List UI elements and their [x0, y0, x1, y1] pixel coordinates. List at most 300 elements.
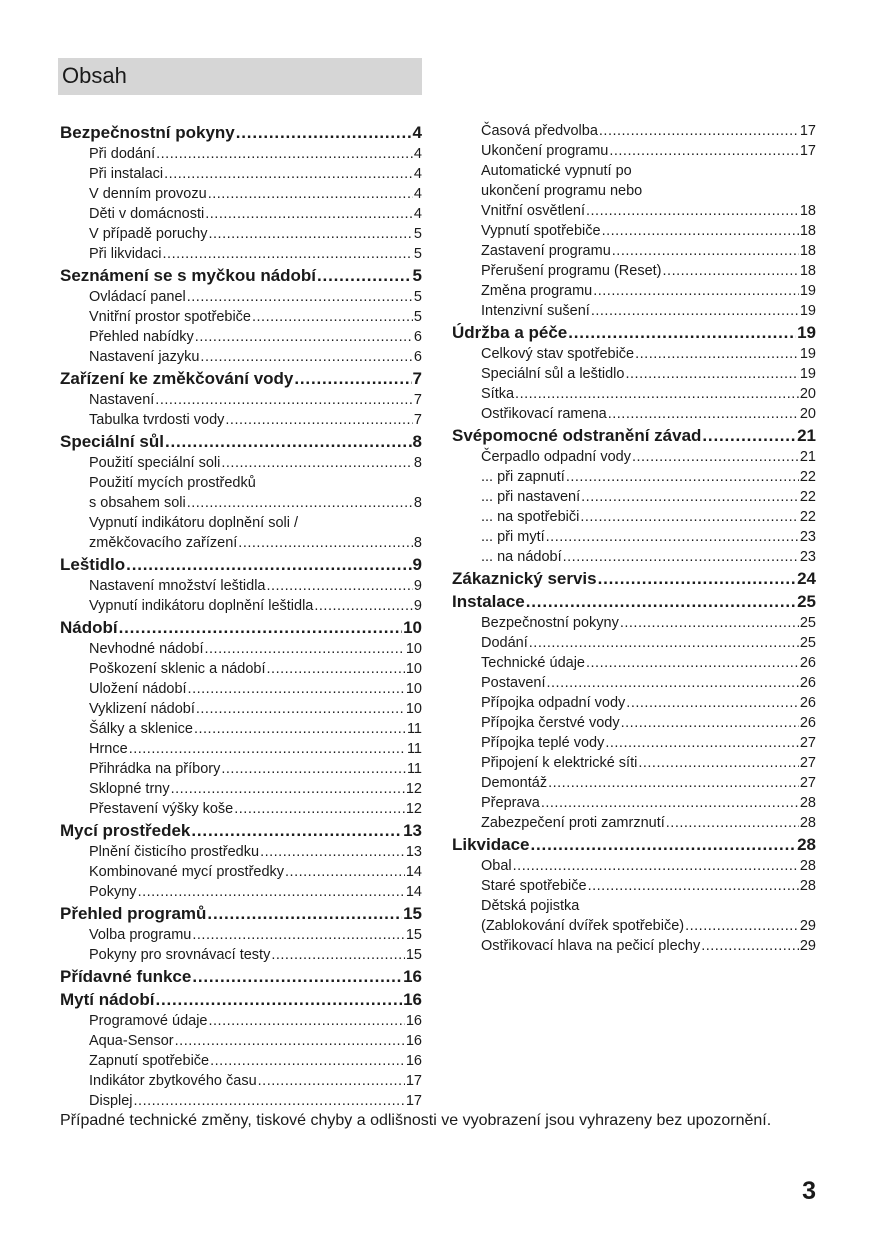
toc-entry-label: Ostřikovací ramena	[481, 406, 607, 422]
toc-page-number: 16	[403, 967, 422, 986]
toc-leader-dots	[285, 862, 405, 882]
toc-page-number: 4	[413, 146, 422, 162]
toc-leader-dots	[267, 659, 405, 679]
toc-entry-label: Seznámení se s myčkou nádobí	[60, 266, 317, 285]
toc-entry-label: Nastavení	[89, 392, 155, 408]
toc-entry-label: Ostřikovací hlava na pečicí plechy	[481, 938, 701, 954]
toc-page-number: 18	[799, 203, 816, 219]
toc-page-number: 22	[799, 509, 816, 525]
toc-page-number: 16	[403, 990, 422, 1009]
toc-subentry	[452, 916, 816, 936]
toc-subentry	[452, 507, 816, 527]
toc-page-number: 10	[405, 661, 422, 677]
toc-leader-dots	[685, 916, 799, 936]
toc-leader-dots	[588, 876, 799, 896]
toc-leader-dots	[515, 384, 799, 404]
toc-leader-dots	[581, 487, 799, 507]
toc-subentry	[452, 201, 816, 221]
toc-subentry	[452, 344, 816, 364]
toc-entry-label: Staré spotřebiče	[481, 878, 587, 894]
toc-leader-dots	[586, 201, 799, 221]
page-title: Obsah	[62, 63, 127, 88]
toc-subentry	[60, 1031, 422, 1051]
toc-leader-dots	[171, 779, 405, 799]
toc-entry-label: (Zablokování dvířek spotřebiče)	[481, 918, 685, 934]
toc-page-number: 13	[403, 821, 422, 840]
toc-page-number: 17	[405, 1073, 422, 1089]
toc-leader-dots	[701, 936, 799, 956]
toc-leader-dots	[200, 347, 413, 367]
toc-entry-label: Bezpečnostní pokyny	[481, 615, 619, 631]
toc-entry-label: Při dodání	[89, 146, 156, 162]
toc-subentry	[452, 141, 816, 161]
toc-subentry	[452, 301, 816, 321]
toc-subentry	[60, 533, 422, 553]
toc-leader-dots	[526, 591, 796, 613]
toc-entry-label: Nevhodné nádobí	[89, 641, 204, 657]
toc-leader-dots	[593, 281, 799, 301]
toc-entry-label: Aqua-Sensor	[89, 1033, 174, 1049]
toc-leader-dots	[188, 679, 405, 699]
toc-entry-label: Technické údaje	[481, 655, 585, 671]
toc-page-number: 23	[799, 549, 816, 565]
toc-subentry	[60, 925, 422, 945]
toc-page-number: 7	[412, 369, 422, 388]
toc-subentry	[60, 1011, 422, 1031]
toc-subentry	[452, 653, 816, 673]
toc-leader-dots	[580, 507, 799, 527]
toc-chapter-entry	[60, 989, 422, 1011]
footer-note: Případné technické změny, tiskové chyby a odlišnosti ve vyobrazení jsou vyhrazeny bez upozornění.	[60, 1112, 772, 1129]
toc-leader-dots	[605, 733, 799, 753]
toc-leader-dots	[207, 903, 402, 925]
toc-entry-label: Vyklizení nádobí	[89, 701, 195, 717]
toc-entry-label: Automatické vypnutí po	[481, 163, 632, 179]
toc-leader-dots	[529, 633, 799, 653]
toc-entry-label: Čerpadlo odpadní vody	[481, 449, 631, 465]
toc-page-number: 17	[405, 1093, 422, 1109]
toc-page-number: 22	[799, 489, 816, 505]
toc-subentry	[60, 144, 422, 164]
toc-subentry	[452, 181, 816, 201]
toc-page-number: 10	[405, 681, 422, 697]
toc-entry-label: Instalace	[452, 592, 525, 611]
toc-leader-dots	[625, 364, 798, 384]
toc-left-column	[60, 121, 422, 1111]
toc-page-number: 5	[413, 246, 422, 262]
toc-page-number: 8	[413, 455, 422, 471]
toc-page-number: 7	[413, 392, 422, 408]
toc-entry-label: Tabulka tvrdosti vody	[89, 412, 225, 428]
toc-leader-dots	[126, 554, 411, 576]
toc-entry-label: Uložení nádobí	[89, 681, 187, 697]
toc-page-number: 28	[797, 835, 816, 854]
toc-leader-dots	[119, 617, 402, 639]
toc-subentry	[60, 759, 422, 779]
toc-page-number: 4	[412, 123, 422, 142]
toc-page-number: 15	[403, 904, 422, 923]
toc-subentry	[452, 936, 816, 956]
toc-subentry	[60, 1071, 422, 1091]
toc-subentry	[60, 1091, 422, 1111]
toc-entry-label: Speciální sůl	[60, 432, 164, 451]
toc-entry-label: ... při mytí	[481, 529, 545, 545]
toc-entry-label: Nastavení množství leštidla	[89, 578, 266, 594]
toc-leader-dots	[192, 966, 402, 988]
toc-subentry	[452, 673, 816, 693]
toc-entry-label: ukončení programu nebo	[481, 183, 643, 199]
toc-page-number: 26	[799, 655, 816, 671]
toc-entry-label: Šálky a sklenice	[89, 721, 193, 737]
toc-leader-dots	[632, 447, 799, 467]
toc-leader-dots	[155, 989, 402, 1011]
toc-page-number: 11	[406, 721, 422, 737]
toc-entry-label: Přípojka odpadní vody	[481, 695, 626, 711]
toc-leader-dots	[209, 224, 413, 244]
toc-subentry	[60, 287, 422, 307]
toc-page-number: 27	[799, 735, 816, 751]
toc-leader-dots	[138, 882, 405, 902]
toc-subentry	[60, 679, 422, 699]
toc-leader-dots	[155, 390, 413, 410]
toc-entry-label: Přestavení výšky koše	[89, 801, 234, 817]
toc-leader-dots	[602, 221, 799, 241]
toc-right-column	[452, 121, 816, 956]
toc-page-number: 17	[799, 123, 816, 139]
toc-subentry	[452, 713, 816, 733]
toc-subentry	[60, 719, 422, 739]
toc-leader-dots	[175, 1031, 405, 1051]
toc-entry-label: V denním provozu	[89, 186, 207, 202]
toc-page-number: 21	[799, 449, 816, 465]
toc-chapter-entry	[452, 322, 816, 344]
toc-entry-label: Připojení k elektrické síti	[481, 755, 638, 771]
toc-page-number: 5	[413, 226, 422, 242]
toc-leader-dots	[314, 596, 413, 616]
toc-subentry	[60, 493, 422, 513]
toc-subentry	[452, 527, 816, 547]
toc-entry-label: Změna programu	[481, 283, 593, 299]
toc-subentry	[452, 447, 816, 467]
toc-page-number: 4	[413, 206, 422, 222]
toc-subentry	[60, 410, 422, 430]
toc-entry-label: Zapnutí spotřebiče	[89, 1053, 210, 1069]
toc-page-number: 27	[799, 755, 816, 771]
toc-subentry	[452, 221, 816, 241]
toc-chapter-entry	[60, 554, 422, 576]
toc-entry-label: Přerušení programu (Reset)	[481, 263, 662, 279]
toc-leader-dots	[236, 122, 412, 144]
toc-leader-dots	[620, 613, 799, 633]
toc-leader-dots	[192, 925, 404, 945]
toc-page-number: 10	[405, 701, 422, 717]
toc-chapter-entry	[60, 903, 422, 925]
toc-page-number: 5	[413, 289, 422, 305]
toc-leader-dots	[626, 693, 799, 713]
toc-page-number: 6	[413, 349, 422, 365]
toc-entry-label: Svépomocné odstranění závad	[452, 426, 702, 445]
toc-chapter-entry	[60, 431, 422, 453]
toc-subentry	[452, 896, 816, 916]
toc-subentry	[452, 261, 816, 281]
toc-subentry	[452, 693, 816, 713]
toc-page-number: 26	[799, 715, 816, 731]
toc-entry-label: Likvidace	[452, 835, 530, 854]
toc-page-number: 8	[413, 495, 422, 511]
toc-page-number: 19	[799, 303, 816, 319]
toc-chapter-entry	[452, 834, 816, 856]
toc-subentry	[452, 467, 816, 487]
toc-leader-dots	[563, 547, 799, 567]
toc-subentry	[60, 739, 422, 759]
toc-page-number: 18	[799, 263, 816, 279]
toc-chapter-entry	[452, 425, 816, 447]
toc-leader-dots	[238, 533, 413, 553]
toc-leader-dots	[548, 773, 799, 793]
toc-subentry	[60, 224, 422, 244]
toc-page-number: 14	[405, 864, 422, 880]
toc-chapter-entry	[60, 617, 422, 639]
toc-subentry	[452, 364, 816, 384]
toc-leader-dots	[598, 568, 796, 590]
toc-page-number: 24	[797, 569, 816, 588]
toc-subentry	[60, 779, 422, 799]
toc-page-number: 12	[405, 781, 422, 797]
toc-page-number: 10	[405, 641, 422, 657]
toc-entry-label: ... na spotřebiči	[481, 509, 580, 525]
toc-subentry	[452, 161, 816, 181]
toc-page-number: 19	[797, 323, 816, 342]
toc-subentry	[452, 547, 816, 567]
toc-entry-label: Pokyny	[89, 884, 137, 900]
toc-page-number: 29	[799, 938, 816, 954]
toc-page-number: 29	[799, 918, 816, 934]
toc-leader-dots	[163, 244, 413, 264]
toc-leader-dots	[541, 793, 799, 813]
toc-entry-label: Přípojka čerstvé vody	[481, 715, 620, 731]
toc-entry-label: Leštidlo	[60, 555, 126, 574]
toc-leader-dots	[546, 527, 799, 547]
toc-subentry	[60, 307, 422, 327]
toc-entry-label: Vypnutí indikátoru doplnění leštidla	[89, 598, 314, 614]
toc-subentry	[60, 862, 422, 882]
toc-entry-label: Intenzivní sušení	[481, 303, 590, 319]
toc-leader-dots	[196, 699, 405, 719]
toc-leader-dots	[547, 673, 799, 693]
toc-page-number: 4	[413, 186, 422, 202]
toc-page-number: 13	[405, 844, 422, 860]
toc-leader-dots	[221, 453, 413, 473]
toc-entry-label: Poškození sklenic a nádobí	[89, 661, 266, 677]
toc-page-number: 5	[412, 266, 422, 285]
toc-leader-dots	[608, 404, 799, 424]
toc-leader-dots	[164, 164, 413, 184]
toc-chapter-entry	[60, 820, 422, 842]
toc-leader-dots	[221, 759, 406, 779]
toc-page-number: 11	[406, 761, 422, 777]
toc-entry-label: Pokyny pro srovnávací testy	[89, 947, 271, 963]
toc-entry-label: Zastavení programu	[481, 243, 611, 259]
toc-leader-dots	[702, 425, 796, 447]
toc-page-number: 9	[412, 555, 422, 574]
page-number: 3	[802, 1177, 816, 1205]
toc-entry-label: Při instalaci	[89, 166, 164, 182]
toc-page-number: 26	[799, 675, 816, 691]
toc-entry-label: Dětská pojistka	[481, 898, 580, 914]
toc-page-number: 28	[799, 795, 816, 811]
toc-entry-label: Plnění čisticího prostředku	[89, 844, 260, 860]
toc-leader-dots	[566, 467, 799, 487]
toc-entry-label: Mycí prostředek	[60, 821, 191, 840]
toc-subentry	[60, 596, 422, 616]
toc-entry-label: Zákaznický servis	[452, 569, 597, 588]
toc-entry-label: Dodání	[481, 635, 528, 651]
toc-entry-label: s obsahem soli	[89, 495, 186, 511]
toc-subentry	[452, 793, 816, 813]
toc-subentry	[452, 487, 816, 507]
toc-subentry	[452, 856, 816, 876]
toc-leader-dots	[210, 1051, 405, 1071]
toc-leader-dots	[156, 144, 413, 164]
toc-subentry	[452, 281, 816, 301]
toc-chapter-entry	[452, 591, 816, 613]
toc-page-number: 25	[799, 615, 816, 631]
toc-page-number: 28	[799, 815, 816, 831]
toc-leader-dots	[252, 307, 413, 327]
toc-page-number: 9	[413, 598, 422, 614]
toc-page-number: 14	[405, 884, 422, 900]
toc-entry-label: Údržba a péče	[452, 323, 568, 342]
toc-entry-label: Displej	[89, 1093, 133, 1109]
toc-page-number: 26	[799, 695, 816, 711]
toc-page-number: 25	[799, 635, 816, 651]
toc-subentry	[60, 453, 422, 473]
toc-entry-label: Kombinované mycí prostředky	[89, 864, 285, 880]
toc-page-number: 16	[405, 1053, 422, 1069]
toc-leader-dots	[191, 820, 402, 842]
toc-page-number: 19	[799, 283, 816, 299]
toc-entry-label: Demontáž	[481, 775, 548, 791]
toc-entry-label: Zařízení ke změkčování vody	[60, 369, 294, 388]
toc-entry-label: Indikátor zbytkového času	[89, 1073, 257, 1089]
toc-subentry	[452, 876, 816, 896]
toc-page-number: 16	[405, 1013, 422, 1029]
toc-subentry	[60, 576, 422, 596]
toc-entry-label: Postavení	[481, 675, 546, 691]
toc-subentry	[60, 1051, 422, 1071]
toc-entry-label: Programové údaje	[89, 1013, 208, 1029]
toc-subentry	[452, 753, 816, 773]
toc-page-number: 17	[799, 143, 816, 159]
toc-page-number: 18	[799, 223, 816, 239]
toc-chapter-entry	[60, 966, 422, 988]
toc-chapter-entry	[60, 122, 422, 144]
toc-page-number: 19	[799, 346, 816, 362]
toc-leader-dots	[513, 856, 799, 876]
toc-leader-dots	[317, 265, 412, 287]
toc-leader-dots	[294, 368, 411, 390]
toc-subentry	[60, 390, 422, 410]
toc-leader-dots	[225, 410, 413, 430]
toc-page-number: 12	[405, 801, 422, 817]
toc-entry-label: Vnitřní prostor spotřebiče	[89, 309, 251, 325]
toc-page-number: 10	[403, 618, 422, 637]
toc-leader-dots	[208, 184, 413, 204]
toc-subentry	[60, 799, 422, 819]
toc-entry-label: Přeprava	[481, 795, 540, 811]
toc-page-number: 19	[799, 366, 816, 382]
toc-page-number: 6	[413, 329, 422, 345]
toc-leader-dots	[187, 287, 413, 307]
toc-subentry	[60, 327, 422, 347]
toc-page-number: 28	[799, 878, 816, 894]
toc-entry-label: Nádobí	[60, 618, 118, 637]
toc-entry-label: Při likvidaci	[89, 246, 162, 262]
toc-leader-dots	[621, 713, 799, 733]
toc-entry-label: Vypnutí indikátoru doplnění soli /	[89, 515, 299, 531]
toc-subentry	[60, 882, 422, 902]
toc-chapter-entry	[60, 368, 422, 390]
toc-leader-dots	[612, 241, 799, 261]
toc-page-number: 5	[413, 309, 422, 325]
toc-subentry	[452, 733, 816, 753]
toc-page-number: 11	[406, 741, 422, 757]
toc-entry-label: Přihrádka na příbory	[89, 761, 221, 777]
toc-entry-label: Speciální sůl a leštidlo	[481, 366, 625, 382]
toc-leader-dots	[195, 327, 413, 347]
toc-entry-label: Nastavení jazyku	[89, 349, 200, 365]
toc-subentry	[60, 473, 422, 493]
toc-entry-label: Obal	[481, 858, 512, 874]
toc-leader-dots	[260, 842, 405, 862]
toc-entry-label: Ukončení programu	[481, 143, 609, 159]
toc-entry-label: Použití mycích prostředků	[89, 475, 256, 491]
toc-leader-dots	[194, 719, 406, 739]
toc-leader-dots	[568, 322, 796, 344]
toc-leader-dots	[209, 1011, 405, 1031]
toc-entry-label: Ovládací panel	[89, 289, 186, 305]
toc-page-number: 27	[799, 775, 816, 791]
toc-subentry	[60, 842, 422, 862]
toc-subentry	[452, 121, 816, 141]
toc-leader-dots	[187, 493, 413, 513]
toc-page-number: 8	[413, 535, 422, 551]
toc-entry-label: Přehled programů	[60, 904, 207, 923]
toc-leader-dots	[129, 739, 406, 759]
toc-page-number: 20	[799, 386, 816, 402]
toc-entry-label: Volba programu	[89, 927, 192, 943]
toc-page-number: 28	[799, 858, 816, 874]
toc-subentry	[452, 813, 816, 833]
section-title-bar	[58, 58, 422, 95]
toc-subentry	[452, 241, 816, 261]
toc-page-number: 16	[405, 1033, 422, 1049]
toc-page-number: 23	[799, 529, 816, 545]
toc-entry-label: ... na nádobí	[481, 549, 562, 565]
toc-entry-label: Časová předvolba	[481, 123, 598, 139]
toc-entry-label: V případě poruchy	[89, 226, 208, 242]
toc-leader-dots	[267, 576, 413, 596]
toc-entry-label: Zabezpečení proti zamrznutí	[481, 815, 665, 831]
toc-leader-dots	[591, 301, 799, 321]
toc-entry-label: Děti v domácnosti	[89, 206, 205, 222]
toc-entry-label: Bezpečnostní pokyny	[60, 123, 235, 142]
toc-leader-dots	[609, 141, 799, 161]
toc-subentry	[60, 164, 422, 184]
toc-leader-dots	[205, 639, 405, 659]
toc-subentry	[452, 404, 816, 424]
toc-leader-dots	[165, 431, 412, 453]
